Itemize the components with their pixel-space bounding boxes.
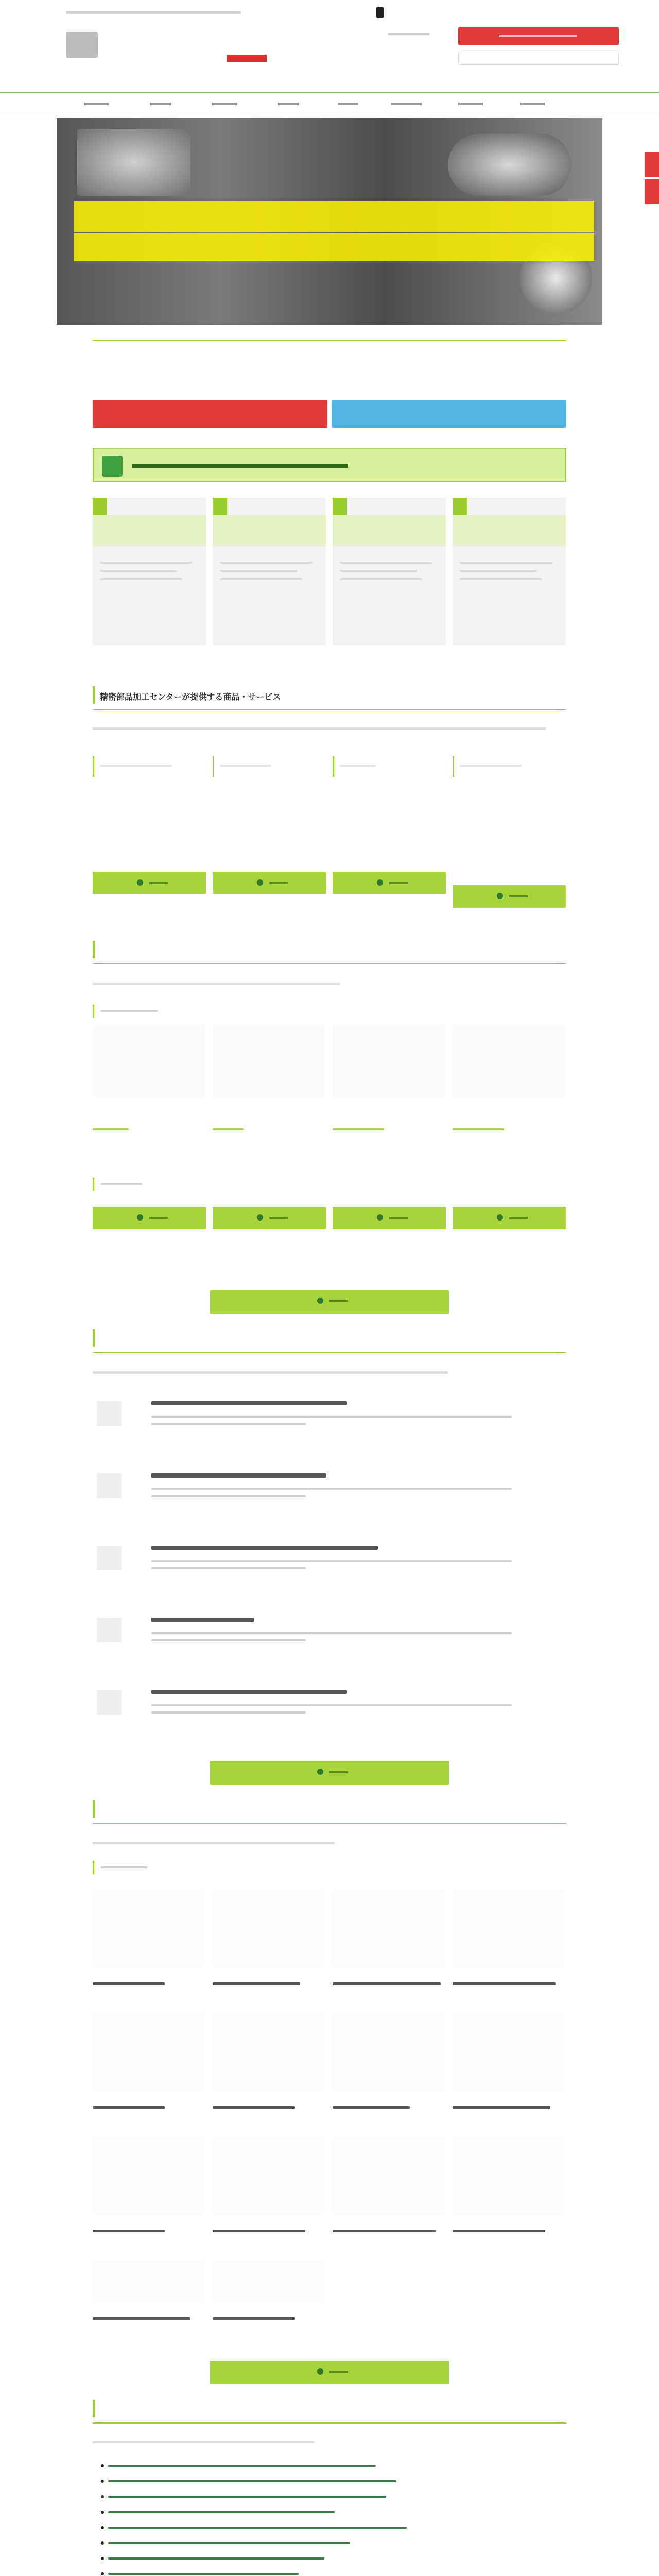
column-entry[interactable] <box>151 1546 558 1607</box>
column-thumbnail[interactable] <box>97 1618 122 1642</box>
hero-headline-line-2 <box>74 233 594 261</box>
step-text <box>340 562 432 564</box>
equipment-item[interactable] <box>213 2013 325 2137</box>
equipment-item[interactable] <box>213 1890 325 2013</box>
button-label <box>389 1217 408 1219</box>
list-bullet <box>101 2464 104 2467</box>
step-text <box>460 578 542 580</box>
column-intro <box>93 1371 448 1374</box>
arrow-icon <box>257 1214 263 1221</box>
hero-headline-line-1 <box>74 201 594 232</box>
column-more-button[interactable] <box>210 1761 449 1785</box>
feature-step <box>93 498 206 645</box>
equipment-item[interactable] <box>453 1890 565 2013</box>
section-divider <box>93 2422 566 2424</box>
hero-banner <box>57 118 602 325</box>
section-header-column <box>93 1329 566 1348</box>
step-text <box>340 578 422 580</box>
column-title <box>151 1401 347 1405</box>
site-header <box>0 0 659 92</box>
list-bullet <box>101 2495 104 2498</box>
equipment-caption <box>213 2230 305 2232</box>
column-excerpt <box>151 1704 512 1706</box>
step-title <box>93 515 206 546</box>
equipment-caption <box>93 2317 190 2320</box>
media-link[interactable] <box>108 2465 376 2467</box>
arrow-icon <box>317 1298 323 1304</box>
equipment-image <box>453 2013 565 2091</box>
section-marker <box>93 2400 95 2417</box>
exclamation-icon <box>102 456 123 477</box>
equipment-caption <box>93 2230 165 2232</box>
equipment-image <box>213 2137 325 2214</box>
column-entry[interactable] <box>151 1690 558 1752</box>
arrow-icon <box>377 1214 383 1221</box>
works-tag <box>101 1183 142 1185</box>
equipment-caption <box>333 2106 410 2109</box>
product-marker <box>333 756 334 777</box>
products-intro <box>93 727 546 730</box>
work-card-image[interactable] <box>93 1025 205 1097</box>
equipment-image <box>333 1890 445 1967</box>
equipment-image <box>93 2261 205 2302</box>
product-detail-button[interactable] <box>93 872 206 894</box>
cta-request-button[interactable] <box>93 400 327 428</box>
phone-hours <box>388 33 429 35</box>
column-thumbnail[interactable] <box>97 1546 122 1570</box>
brand-sub-mark <box>227 55 267 62</box>
section-marker <box>93 1329 95 1347</box>
work-card-link[interactable] <box>213 1128 244 1130</box>
product-detail-button[interactable] <box>453 885 566 908</box>
step-number <box>93 498 107 515</box>
step-number <box>213 498 227 515</box>
arrow-icon <box>497 1214 503 1221</box>
step-text <box>100 562 193 564</box>
column-excerpt <box>151 1567 306 1569</box>
button-label <box>330 1771 348 1773</box>
column-title <box>151 1690 347 1694</box>
button-label <box>509 895 528 897</box>
step-text <box>340 570 417 572</box>
nav-item[interactable] <box>150 103 171 105</box>
equipment-caption <box>333 2230 436 2232</box>
equipment-item[interactable] <box>93 2261 205 2323</box>
work-card-image[interactable] <box>213 1025 325 1097</box>
section-marker <box>93 941 95 958</box>
button-label <box>330 1300 348 1302</box>
equipment-item[interactable] <box>453 2137 565 2261</box>
step-text <box>460 562 552 564</box>
column-thumbnail[interactable] <box>97 1473 122 1498</box>
feature-banner-text <box>132 464 348 468</box>
step-text <box>220 562 313 564</box>
header-tagline <box>66 11 241 14</box>
arrow-icon <box>137 879 143 886</box>
step-text <box>100 578 182 580</box>
step-title <box>453 515 566 546</box>
arrow-icon <box>317 2368 323 2375</box>
equipment-intro <box>93 1842 335 1844</box>
section-header-equipment <box>93 1800 566 1819</box>
nav-item[interactable] <box>84 103 109 105</box>
feature-step <box>333 498 446 645</box>
works-category-button[interactable] <box>213 1207 326 1229</box>
equipment-item[interactable] <box>93 2137 205 2261</box>
button-label <box>389 882 408 884</box>
arrow-icon <box>377 879 383 886</box>
contact-button-label <box>499 35 577 37</box>
feature-step <box>453 498 566 645</box>
list-bullet <box>101 2572 104 2575</box>
media-link[interactable] <box>108 2480 396 2482</box>
column-thumbnail[interactable] <box>97 1401 122 1426</box>
nav-item[interactable] <box>212 103 237 105</box>
product-title <box>340 765 376 767</box>
step-text <box>100 570 177 572</box>
media-link[interactable] <box>108 2511 335 2513</box>
button-label <box>149 882 168 884</box>
equipment-image <box>453 2137 565 2214</box>
equipment-image <box>453 1890 565 1967</box>
column-excerpt <box>151 1639 306 1641</box>
feature-step <box>213 498 326 645</box>
logo-emblem-icon <box>66 32 98 58</box>
section-header-products <box>93 686 566 705</box>
section-divider <box>93 1352 566 1353</box>
equipment-item[interactable] <box>93 2013 205 2137</box>
side-mail-tab[interactable] <box>645 179 659 204</box>
equipment-more-button[interactable] <box>210 2361 449 2384</box>
equipment-caption <box>93 1982 165 1985</box>
button-label <box>269 882 288 884</box>
equipment-caption <box>213 1982 300 1985</box>
tagline-divider <box>93 340 566 341</box>
nav-item[interactable] <box>520 103 545 105</box>
list-bullet <box>101 2557 104 2560</box>
works-tag <box>101 1010 158 1012</box>
column-title <box>151 1618 254 1622</box>
equipment-caption <box>213 2106 295 2109</box>
step-text <box>460 570 537 572</box>
button-label <box>269 1217 288 1219</box>
product-column <box>93 756 205 859</box>
media-link[interactable] <box>108 2573 299 2575</box>
list-bullet <box>101 2511 104 2514</box>
equipment-item[interactable] <box>333 2013 445 2137</box>
section-header-works <box>93 941 566 959</box>
step-title <box>213 515 326 546</box>
products-heading: 精密部品加工センターが提供する商品・サービス <box>100 692 281 702</box>
site-logo[interactable] <box>66 28 267 64</box>
column-excerpt <box>151 1560 512 1562</box>
media-link[interactable] <box>108 2542 350 2544</box>
equipment-caption <box>213 2317 295 2320</box>
product-detail-button[interactable] <box>333 872 446 894</box>
column-title <box>151 1546 378 1550</box>
product-column <box>213 756 325 859</box>
arrow-icon <box>137 1214 143 1221</box>
work-card-link[interactable] <box>453 1128 504 1130</box>
equipment-image <box>213 2013 325 2091</box>
section-marker <box>93 686 95 704</box>
step-text <box>220 578 302 580</box>
search-input[interactable] <box>458 52 619 65</box>
works-category-button[interactable] <box>333 1207 446 1229</box>
list-bullet <box>101 2480 104 2483</box>
column-entry[interactable] <box>151 1618 558 1680</box>
product-marker <box>93 756 94 777</box>
media-link[interactable] <box>108 2496 386 2498</box>
equipment-image <box>333 2137 445 2214</box>
column-thumbnail[interactable] <box>97 1690 122 1715</box>
step-text <box>220 570 297 572</box>
media-intro <box>93 2441 314 2443</box>
column-title <box>151 1473 326 1478</box>
column-excerpt <box>151 1632 512 1634</box>
works-category-button[interactable] <box>453 1207 566 1229</box>
contact-button[interactable] <box>458 27 619 45</box>
product-column <box>453 756 565 859</box>
product-marker <box>453 756 454 777</box>
column-excerpt <box>151 1488 512 1490</box>
product-detail-button[interactable] <box>213 872 326 894</box>
column-excerpt <box>151 1423 306 1425</box>
section-divider <box>93 963 566 964</box>
work-card-image[interactable] <box>333 1025 445 1097</box>
nav-item[interactable] <box>338 103 358 105</box>
column-entry[interactable] <box>151 1401 558 1463</box>
equipment-image <box>93 2137 205 2214</box>
equipment-image <box>93 2013 205 2091</box>
arrow-icon <box>317 1769 323 1775</box>
works-tag-marker <box>93 1178 94 1191</box>
step-number <box>333 498 347 515</box>
global-nav <box>0 92 659 114</box>
list-bullet <box>101 2541 104 2545</box>
equipment-item[interactable] <box>93 1890 205 2013</box>
equipment-caption <box>453 2230 545 2232</box>
equipment-item[interactable] <box>213 2137 325 2261</box>
media-link[interactable] <box>108 2527 407 2529</box>
equipment-item[interactable] <box>333 1890 445 2013</box>
equipment-tag <box>101 1866 147 1868</box>
section-divider <box>93 1823 566 1824</box>
product-title <box>100 765 172 767</box>
arrow-icon <box>257 879 263 886</box>
works-tag-marker <box>93 1005 94 1018</box>
product-title <box>220 765 271 767</box>
nav-item[interactable] <box>391 103 422 105</box>
cta-inquiry-button[interactable] <box>332 400 566 428</box>
equipment-item[interactable] <box>453 2013 565 2137</box>
column-excerpt <box>151 1416 512 1418</box>
hero-part-image <box>77 129 190 196</box>
button-label <box>330 2371 348 2373</box>
works-category-button[interactable] <box>93 1207 206 1229</box>
column-excerpt <box>151 1495 306 1497</box>
equipment-caption <box>93 2106 165 2109</box>
work-card-link[interactable] <box>333 1128 384 1130</box>
equipment-image <box>213 1890 325 1967</box>
work-card-image[interactable] <box>453 1025 565 1097</box>
equipment-image <box>333 2013 445 2091</box>
product-marker <box>213 756 214 777</box>
column-excerpt <box>151 1711 306 1714</box>
nav-item[interactable] <box>278 103 299 105</box>
column-entry[interactable] <box>151 1473 558 1535</box>
feature-banner <box>93 448 566 482</box>
step-title <box>333 515 446 546</box>
work-card-link[interactable] <box>93 1128 129 1130</box>
product-title <box>460 765 522 767</box>
product-column <box>333 756 445 859</box>
equipment-caption <box>453 2106 550 2109</box>
arrow-icon <box>497 893 503 899</box>
equipment-image <box>213 2261 325 2302</box>
button-label <box>509 1217 528 1219</box>
equipment-image <box>93 1890 205 1967</box>
step-number <box>453 498 467 515</box>
section-divider <box>93 709 566 710</box>
phone-icon <box>376 7 384 18</box>
works-more-button[interactable] <box>210 1290 449 1314</box>
equipment-caption <box>453 1982 556 1985</box>
button-label <box>149 1217 168 1219</box>
equipment-item[interactable] <box>213 2261 325 2323</box>
media-link[interactable] <box>108 2557 324 2560</box>
nav-item[interactable] <box>458 103 483 105</box>
hero-part-image <box>448 134 571 196</box>
equipment-caption <box>333 1982 441 1985</box>
section-header-media <box>93 2400 566 2418</box>
list-bullet <box>101 2526 104 2529</box>
equipment-tag-marker <box>93 1861 94 1874</box>
works-intro <box>93 983 340 985</box>
section-marker <box>93 1800 95 1818</box>
equipment-item[interactable] <box>333 2137 445 2261</box>
side-contact-tab[interactable] <box>645 152 659 177</box>
